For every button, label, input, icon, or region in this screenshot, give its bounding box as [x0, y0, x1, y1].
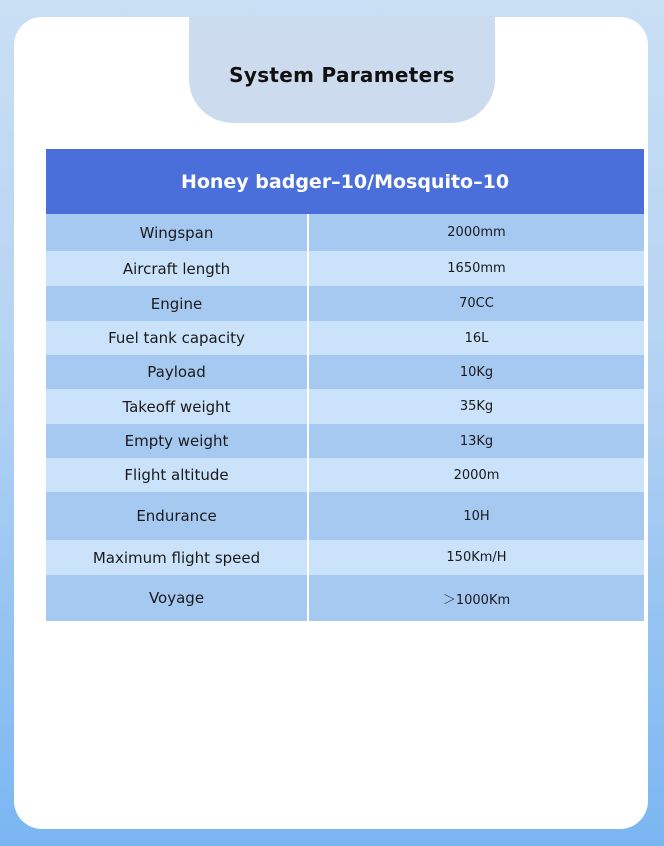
title-tab — [189, 17, 495, 123]
table-header: Honey badger–10/Mosquito–10 — [46, 149, 644, 214]
content-card — [14, 17, 648, 829]
parameters-table — [46, 149, 644, 621]
row-value: ＞1000Km — [442, 592, 511, 608]
table-row — [46, 458, 644, 492]
row-value: 70CC — [459, 296, 494, 311]
row-label: Endurance — [46, 492, 309, 540]
row-value: 10H — [463, 508, 490, 524]
row-value: 13Kg — [459, 433, 494, 449]
row-value: 35Kg — [459, 399, 494, 414]
table-row — [46, 214, 644, 251]
table-row — [46, 251, 644, 286]
table-row — [46, 575, 644, 621]
table-row — [46, 321, 644, 355]
table-row — [46, 286, 644, 321]
table-row — [46, 355, 644, 389]
row-label: Voyage — [46, 575, 309, 621]
row-label: Flight altitude — [46, 458, 309, 492]
table-row — [46, 540, 644, 575]
row-label: Engine — [46, 286, 309, 321]
table-row — [46, 424, 644, 458]
row-label: Wingspan — [46, 214, 309, 251]
row-value: 2000m — [453, 467, 500, 483]
row-label: Maximum flight speed — [46, 540, 309, 575]
page-title: System Parameters — [229, 63, 455, 87]
row-label: Fuel tank capacity — [46, 321, 309, 355]
row-value: 150Km/H — [446, 550, 507, 565]
table-row — [46, 492, 644, 540]
row-value: 2000mm — [447, 225, 506, 240]
table-row — [46, 389, 644, 424]
row-label: Aircraft length — [46, 251, 309, 286]
row-label: Empty weight — [46, 424, 309, 458]
row-value: 16L — [464, 330, 489, 346]
row-label: Payload — [46, 355, 309, 389]
row-value: 1650mm — [447, 261, 506, 276]
row-label: Takeoff weight — [46, 389, 309, 424]
row-value: 10Kg — [459, 364, 494, 380]
